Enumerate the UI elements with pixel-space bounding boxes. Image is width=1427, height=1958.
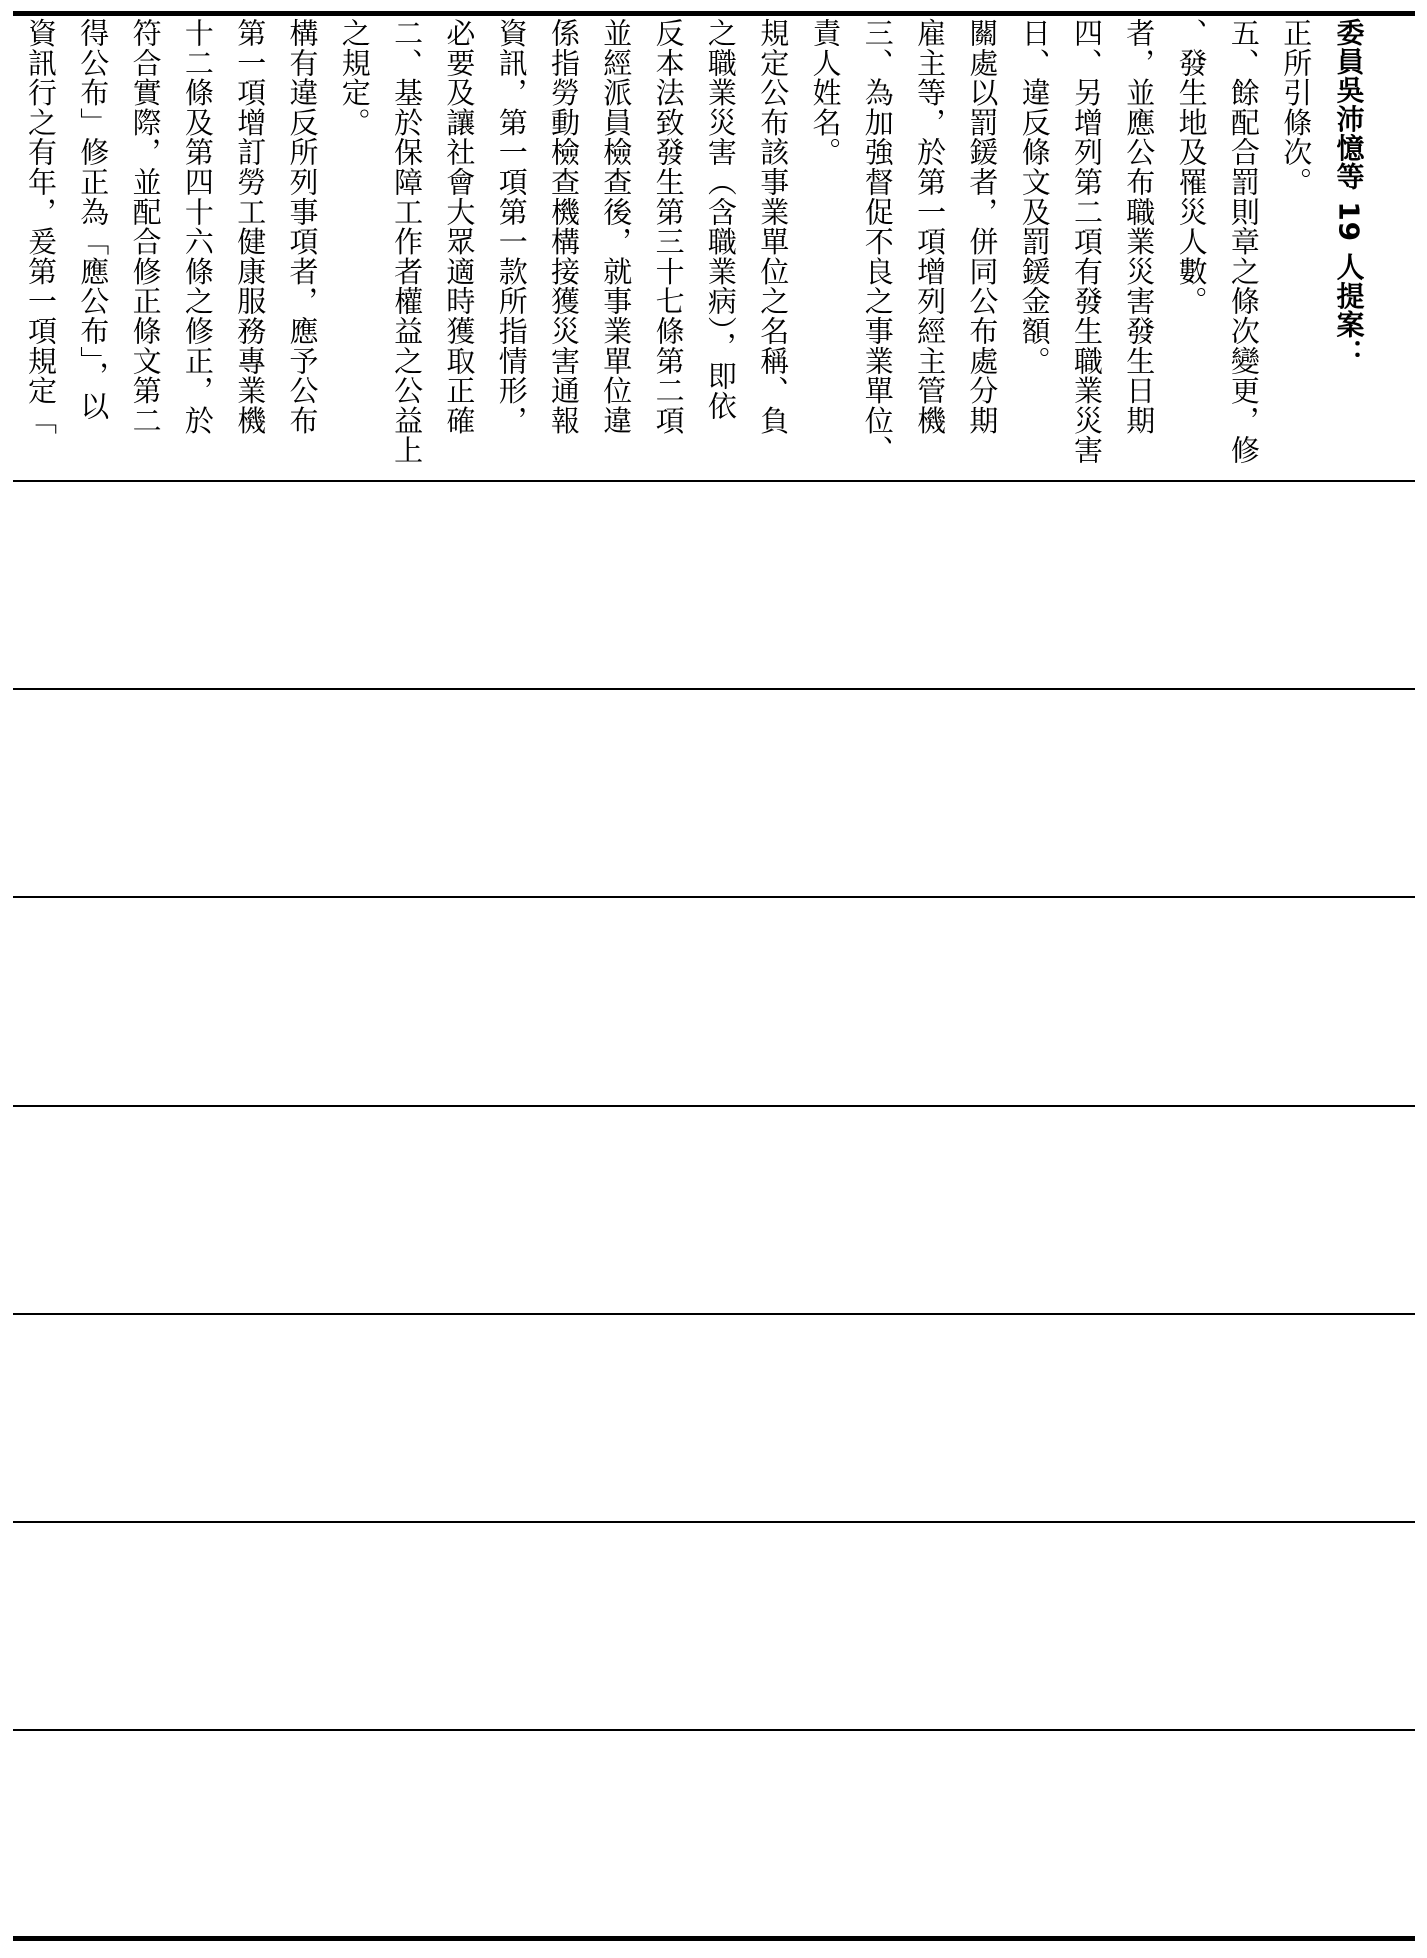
- text-column: 三、為加強督促不良之事業單位、: [860, 18, 895, 465]
- row-divider: [13, 1729, 1415, 1731]
- text-column: 者，並應公布職業災害發生日期: [1122, 18, 1157, 436]
- row-divider: [13, 480, 1415, 482]
- text-column: 正所引條次。: [1279, 18, 1314, 197]
- row-divider: [13, 1521, 1415, 1523]
- text-column: 之規定。: [337, 18, 372, 138]
- text-column: 關處以罰鍰者，併同公布處分期: [965, 18, 1000, 436]
- proposal-heading: 委員吳沛憶等 19 人提案：: [1332, 18, 1366, 368]
- text-column: 必要及讓社會大眾適時獲取正確: [442, 18, 477, 436]
- text-column: 反本法致發生第三十七條第二項: [651, 18, 686, 436]
- text-column: 得公布」修正為「應公布」，以: [76, 18, 111, 421]
- text-column: 構有違反所列事項者，應予公布: [285, 18, 320, 436]
- text-column: 並經派員檢查後，就事業單位違: [599, 18, 634, 436]
- text-column: 、發生地及罹災人數。: [1174, 18, 1209, 316]
- top-rule: [13, 11, 1415, 16]
- text-column: 規定公布該事業單位之名稱、負: [756, 18, 791, 436]
- text-column: 雇主等，於第一項增列經主管機: [913, 18, 948, 436]
- row-divider: [13, 1105, 1415, 1107]
- text-column: 符合實際，並配合修正條文第二: [128, 18, 163, 436]
- text-column: 二、基於保障工作者權益之公益上: [390, 18, 425, 465]
- text-column: 日、違反條文及罰鍰金額。: [1017, 18, 1052, 376]
- text-column: 責人姓名。: [808, 18, 843, 167]
- bottom-rule: [13, 1936, 1415, 1941]
- row-divider: [13, 1313, 1415, 1315]
- text-column: 十二條及第四十六條之修正，於: [180, 18, 215, 436]
- text-column: 之職業災害（含職業病），即依: [703, 18, 738, 421]
- text-column: 第一項增訂勞工健康服務專業機: [233, 18, 268, 436]
- row-divider: [13, 688, 1415, 690]
- text-column: 資訊，第一項第一款所指情形，: [494, 18, 529, 436]
- text-column: 四、另增列第二項有發生職業災害: [1070, 18, 1104, 465]
- text-column: 資訊行之有年，爰第一項規定「: [24, 18, 58, 436]
- text-column: 係指勞動檢查機構接獲災害通報: [547, 18, 581, 436]
- row-divider: [13, 896, 1415, 898]
- text-column: 五、餘配合罰則章之條次變更，修: [1226, 18, 1261, 465]
